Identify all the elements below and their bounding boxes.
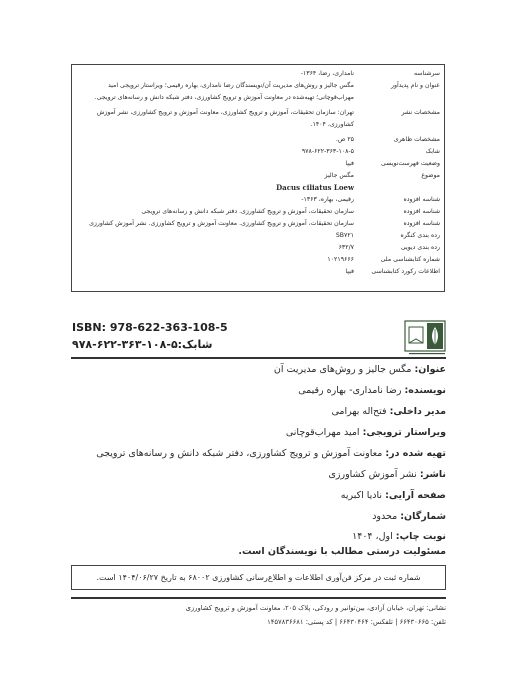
cip-label: اطلاعات رکورد کتابشناسی — [371, 268, 440, 275]
credit-label: مدیر داخلی: — [389, 406, 446, 417]
credit-line — [71, 511, 446, 522]
credit-line — [71, 385, 446, 396]
credit-line — [71, 448, 446, 459]
cip-label: رده بندی دیویی — [400, 244, 440, 251]
cip-label: عنوان و نام پدیدآور — [391, 82, 440, 89]
cip-value: مگس جالیز — [324, 172, 354, 179]
credit-value: نشر آموزش کشاورزی — [328, 469, 420, 480]
credit-label: ناشر: — [419, 469, 446, 480]
cip-row — [72, 206, 444, 217]
cip-row — [72, 194, 444, 205]
cip-value: SB۷۲۱ — [335, 232, 354, 239]
credit-label: صفحه آرایی: — [385, 490, 446, 501]
credit-value: اول، ۱۴۰۴ — [352, 531, 396, 542]
credit-label: عنوان: — [414, 364, 446, 375]
credit-label: ویراستار ترویجی: — [362, 427, 446, 438]
credit-value: نادیا اکبریه — [340, 490, 386, 501]
cip-row — [72, 242, 444, 253]
cip-value: ۶۳۲/۷ — [338, 244, 354, 251]
credit-line — [71, 531, 446, 542]
cip-value: رقیمی، بهاره، ۱۳۶۳- — [301, 196, 354, 203]
cip-value: Dacus ciliatus Loew — [276, 183, 354, 192]
credit-value: فتح‌اله بهرامی — [331, 406, 390, 417]
top-divider — [71, 357, 446, 359]
cip-label: شناسه افزوده — [403, 196, 440, 203]
cip-value: ۲۵ ص. — [335, 136, 354, 143]
isbn-latin: ISBN: 978-622-363-108-5 — [72, 321, 228, 334]
credit-label: نویسنده: — [404, 385, 446, 396]
registration-box: شماره ثبت در مرکز فن‌آوری اطلاعات و اطلاع‌رسانی کشاورزی ۶۸۰۰۲ به تاریخ ۱۴۰۴/۰۶/۲۷ است. — [71, 565, 446, 590]
credit-line — [71, 490, 446, 501]
credit-line — [71, 364, 446, 375]
cip-row — [72, 254, 444, 265]
cip-row — [72, 107, 444, 118]
cip-value: سازمان تحقیقات، آموزش و ترویج کشاورزی. دفتر شبکه دانش و رسانه‌های ترویجی — [141, 208, 354, 215]
credit-line — [71, 406, 446, 417]
cip-label: سرشناسه — [413, 70, 440, 77]
cip-value: نامداری، رضا، ۱۳۶۴- — [300, 70, 354, 77]
credit-value: مسئولیت درستی مطالب با نویسندگان است. — [238, 546, 446, 557]
credit-label: تهیه شده در: — [385, 448, 446, 459]
cip-row — [72, 158, 444, 169]
cip-catalog-box — [71, 64, 445, 292]
credit-value: رضا نامداری- بهاره رقیمی — [298, 385, 405, 396]
cip-row — [72, 92, 444, 103]
isbn-persian: شابک:۵-۱۰۸-۳۶۳-۶۲۲-۹۷۸ — [72, 338, 213, 351]
cip-value: مهراب‌قوچانی؛ تهیه‌شده در معاونت آموزش و ترویج کشاورزی، دفتر شبکه دانش و رسانه‌های ترویجی. — [94, 94, 354, 101]
cip-row — [72, 170, 444, 181]
credit-value: محدود — [372, 511, 401, 522]
cip-label: شماره کتابشناسی ملی — [380, 256, 440, 263]
cip-label: شناسه افزوده — [403, 220, 440, 227]
cip-value: ۱۰۲۱۹۶۶۶ — [327, 256, 354, 263]
cip-label: رده بندی کنگره — [400, 232, 440, 239]
bottom-divider — [71, 597, 446, 599]
cip-row — [72, 80, 444, 91]
cip-label: موضوع — [421, 172, 440, 179]
cip-row — [72, 218, 444, 229]
credit-value: معاونت آموزش و ترویج کشاورزی، دفتر شبکه دانش و رسانه‌های ترویجی — [96, 448, 386, 459]
cip-row — [72, 146, 444, 157]
cip-value: فیپا — [345, 268, 354, 275]
cip-row — [72, 230, 444, 241]
cip-value: کشاورزی، ۱۴۰۴. — [310, 121, 354, 128]
cip-value: سازمان تحقیقات، آموزش و ترویج کشاورزی. معاونت آموزش و ترویج کشاورزی. نشر آموزش کشاورزی — [89, 220, 354, 227]
credit-line — [71, 427, 446, 438]
cip-label: وضعیت فهرست‌نویسی — [381, 160, 440, 167]
cip-value: مگس جالیز و روش‌های مدیریت آن/نویسندگان رضا نامداری، بهاره رقیمی؛ ویراستار ترویجی امید — [107, 82, 354, 89]
credit-value: امید مهراب‌قوچانی — [285, 427, 363, 438]
cip-label: شابک — [425, 148, 440, 155]
cip-row — [72, 182, 444, 193]
cip-row — [72, 119, 444, 130]
credit-line — [71, 546, 446, 557]
cip-value: تهران: سازمان تحقیقات، آموزش و ترویج کشاورزی، معاونت آموزش و ترویج کشاورزی، نشر آموزش — [96, 109, 354, 116]
publisher-logo-icon — [383, 319, 447, 359]
footer-address: نشانی: تهران، خیابان آزادی، بین‌توانیر و رودکی، پلاک ۲۰۵، معاونت آموزش و ترویج کشاورزی — [185, 604, 446, 612]
cip-value: ۹۷۸-۶۲۲-۳۶۳-۱۰۸-۵ — [301, 148, 354, 155]
cip-row — [72, 134, 444, 145]
credit-value: مگس جالیز و روش‌های مدیریت آن — [273, 364, 415, 375]
credit-label: نوبت چاپ: — [395, 531, 446, 542]
credit-line — [71, 469, 446, 480]
cip-row — [72, 266, 444, 277]
cip-value: فیپا — [345, 160, 354, 167]
footer-phones: تلفن: ۶۶۴۳۰۶۶۵ | تلفکس: ۶۶۴۳۰۴۶۴ | کد پستی: ۱۴۵۷۸۳۶۶۸۱ — [267, 618, 446, 626]
credit-label: شمارگان: — [400, 511, 446, 522]
cip-label: مشخصات نشر — [401, 109, 440, 116]
cip-label: شناسه افزوده — [403, 208, 440, 215]
cip-row — [72, 68, 444, 79]
cip-label: مشخصات ظاهری — [393, 136, 440, 143]
